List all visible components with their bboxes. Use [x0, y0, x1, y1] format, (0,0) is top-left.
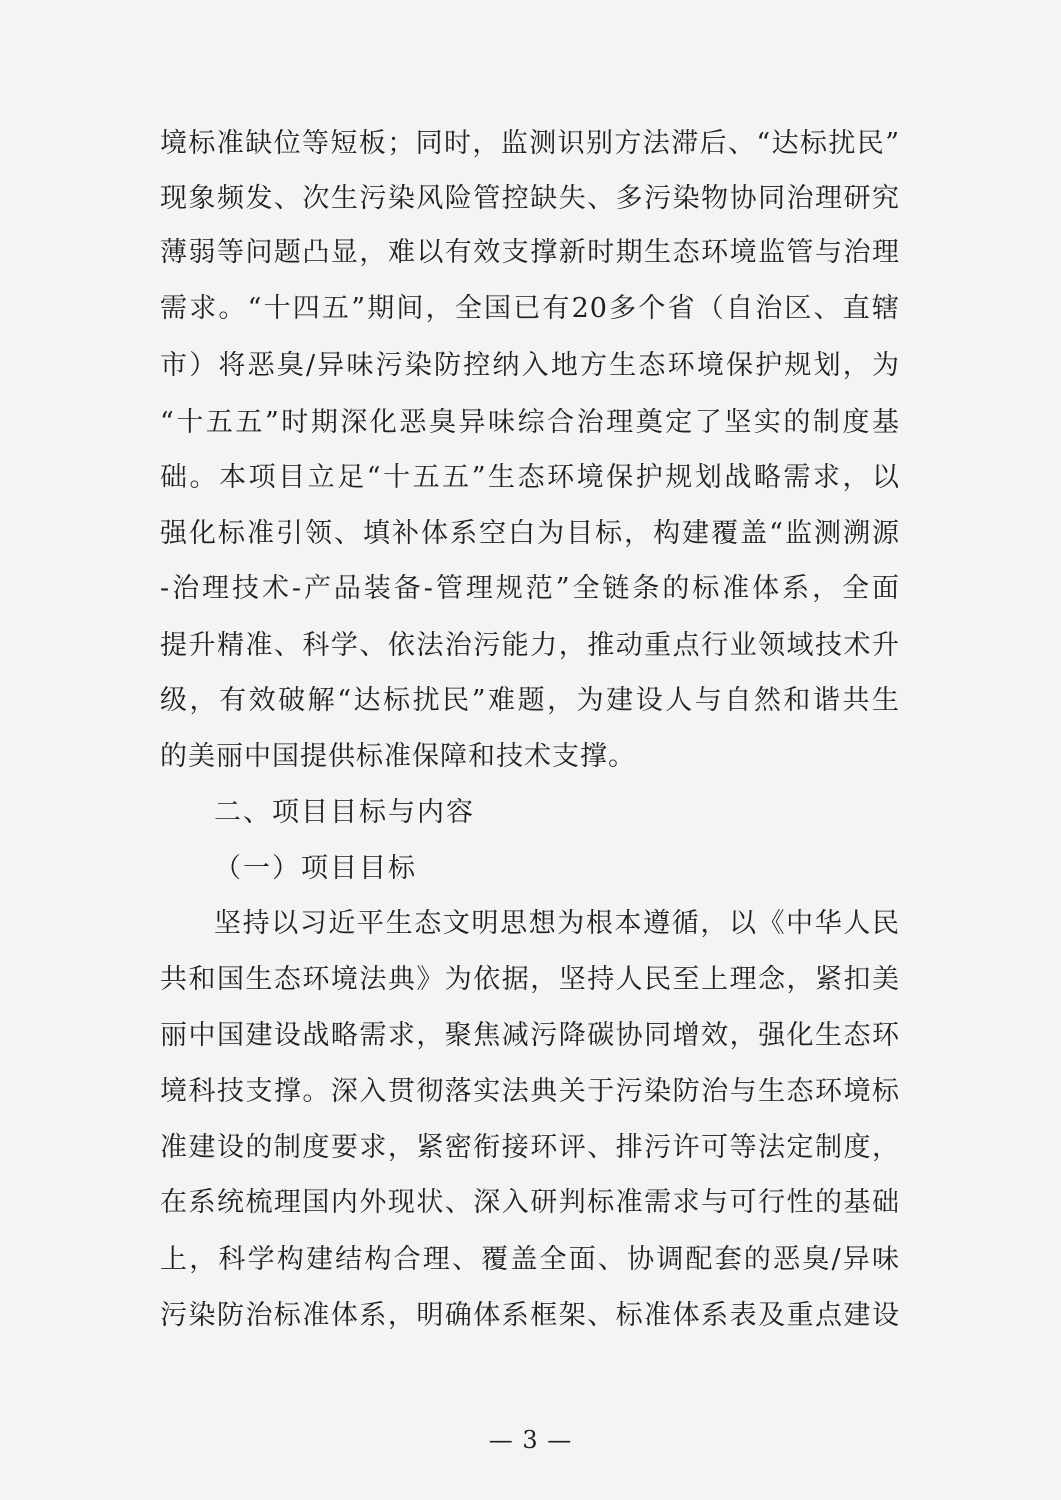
- text-line: 在系统梳理国内外现状、深入研判标准需求与可行性的基础: [160, 1187, 900, 1218]
- text-line: 市）将恶臭/异味污染防控纳入地方生态环境保护规划，为: [160, 350, 900, 381]
- text-line: -治理技术-产品装备-管理规范”全链条的标准体系，全面: [160, 573, 900, 604]
- text-line: 准建设的制度要求，紧密衔接环评、排污许可等法定制度，: [160, 1132, 900, 1163]
- text-line: 污染防治标准体系，明确体系框架、标准体系表及重点建设: [160, 1300, 900, 1331]
- text-line: 现象频发、次生污染风险管控缺失、多污染物协同治理研究: [160, 183, 900, 214]
- text-line: 需求。“十四五”期间，全国已有20多个省（自治区、直辖: [160, 293, 900, 324]
- text-line: 坚持以习近平生态文明思想为根本遵循，以《中华人民: [214, 908, 900, 939]
- text-line: 丽中国建设战略需求，聚焦减污降碳协同增效，强化生态环: [160, 1020, 900, 1051]
- page-number: — 3 —: [488, 1426, 573, 1454]
- text-line: 提升精准、科学、依法治污能力，推动重点行业领域技术升: [160, 630, 900, 661]
- text-line: 的美丽中国提供标准保障和技术支撑。: [160, 741, 636, 772]
- text-line: 础。本项目立足“十五五”生态环境保护规划战略需求，以: [160, 462, 900, 493]
- text-line: 级，有效破解“达标扰民”难题，为建设人与自然和谐共生: [160, 685, 900, 716]
- text-line: 共和国生态环境法典》为依据，坚持人民至上理念，紧扣美: [160, 964, 900, 995]
- text-line: 强化标准引领、填补体系空白为目标，构建覆盖“监测溯源: [160, 518, 900, 549]
- text-line: 上，科学构建结构合理、覆盖全面、协调配套的恶臭/异味: [160, 1244, 900, 1275]
- subsection-heading: （一）项目目标: [214, 853, 417, 884]
- text-line: “十五五”时期深化恶臭异味综合治理奠定了坚实的制度基: [160, 407, 900, 438]
- text-line: 境标准缺位等短板；同时，监测识别方法滞后、“达标扰民”: [160, 128, 900, 159]
- text-line: 境科技支撑。深入贯彻落实法典关于污染防治与生态环境标: [160, 1076, 900, 1107]
- text-line: 薄弱等问题凸显，难以有效支撑新时期生态环境监管与治理: [160, 237, 900, 268]
- section-heading: 二、项目目标与内容: [214, 797, 475, 828]
